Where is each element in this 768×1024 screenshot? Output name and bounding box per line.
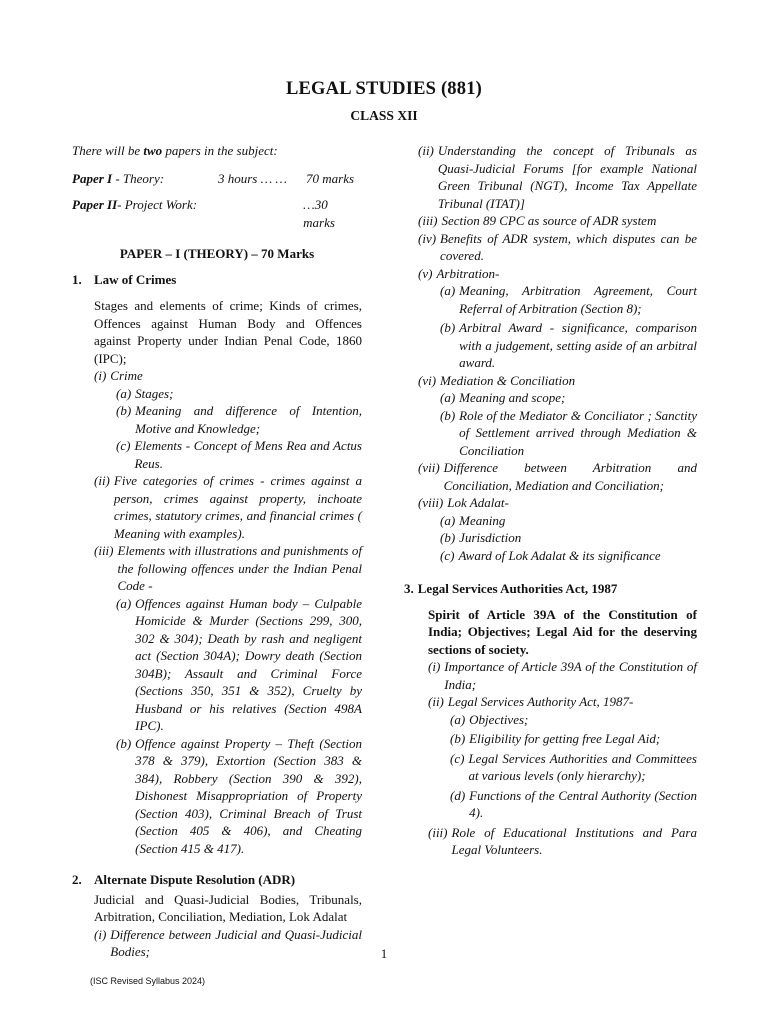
list-item: [116, 735, 362, 858]
list-item: [440, 407, 697, 460]
list-item: [450, 730, 697, 748]
item-text: Meaning: [459, 512, 506, 528]
list-item: [116, 595, 362, 735]
item-label: (vii): [418, 460, 440, 475]
item-text: Meaning, Arbitration Agreement, Court Referral of Arbitration (Section 8);: [459, 283, 697, 316]
item-text: Eligibility for getting free Legal Aid;: [469, 731, 661, 746]
list-item: [94, 472, 362, 542]
item-text: Meaning and difference of Intention, Motive and Knowledge;: [135, 403, 362, 436]
list-item: [418, 142, 697, 212]
item-label: (a): [116, 385, 132, 401]
list-item: [418, 212, 697, 230]
item-text: Offences against Human body – Culpable Homicide & Murder (Sections 299, 300, 302 & 304); Death by rash and negligent act (Section 304A); Dowry death (Section 304B); Assault and Criminal Force (Sections 350, 351 & 352), Cruelty by Husband or his relatives (Section 498A IPC).: [135, 595, 362, 733]
left-column: [72, 142, 362, 961]
item-label: (vi): [418, 372, 437, 388]
item-label: (b): [116, 403, 132, 418]
item-text: Five categories of crimes - crimes against a person, crimes against property, inchoate crimes, statutory crimes, and financial crimes ( Meaning with examples).: [113, 473, 362, 541]
section-2-number: 2.: [72, 872, 82, 887]
item-text: Lok Adalat-: [447, 495, 509, 510]
item-label: (ii): [418, 143, 434, 158]
list-item: [440, 282, 697, 317]
section-1-number: 1.: [72, 271, 82, 287]
item-text: Mediation & Conciliation: [440, 372, 576, 388]
item-text: Stages;: [135, 385, 174, 401]
item-label: (c): [116, 438, 131, 453]
item-label: (b): [440, 407, 456, 423]
list-item: [116, 385, 362, 403]
item-label: (iii): [418, 213, 438, 228]
item-label: (i): [94, 368, 107, 383]
paper-1-marks: 70 marks: [306, 170, 355, 186]
item-label: (a): [116, 595, 132, 611]
paper-2-marks: …30 marks: [303, 197, 335, 230]
list-item: [450, 787, 697, 822]
section-2-title: Alternate Dispute Resolution (ADR): [94, 872, 296, 887]
list-item: [440, 512, 697, 530]
item-text: Crime: [110, 368, 143, 383]
item-text: Section 89 CPC as source of ADR system: [441, 213, 657, 228]
item-label: (ii): [94, 473, 110, 488]
section-2-heading: [72, 871, 362, 889]
list-item: [418, 494, 697, 512]
intro-bold: two: [143, 143, 163, 158]
item-label: (b): [116, 735, 132, 751]
list-item: [440, 389, 697, 407]
paper-row-2: [72, 196, 362, 231]
item-text: Legal Services Authorities and Committees at various levels (only hierarchy);: [468, 750, 697, 783]
item-text: Functions of the Central Authority (Section 4).: [469, 787, 697, 820]
item-label: (iii): [94, 543, 114, 558]
intro-pre: There will be: [72, 143, 144, 158]
list-item: [94, 367, 362, 385]
item-text: Difference between Judicial and Quasi-Judicial Bodies;: [110, 926, 362, 959]
item-text: Understanding the concept of Tribunals as Quasi-Judicial Forums [for example National Green Tribunal (NGT), Income Tax Appellate Tribunal (ITAT)]: [437, 143, 697, 211]
paper-1-label: Paper I: [72, 170, 113, 186]
item-text: Role of the Mediator & Conciliator ; Sanctity of Settlement arrived through Mediation & Conciliation: [459, 407, 697, 458]
paper-row-1: [72, 170, 362, 188]
item-label: (a): [440, 283, 456, 298]
paper-1-name: - Theory:: [112, 170, 165, 186]
list-item: [440, 547, 697, 565]
paper-heading: PAPER – I (THEORY) – 70 Marks: [119, 246, 315, 261]
intro-text: [72, 142, 362, 160]
item-label: (b): [440, 320, 456, 335]
list-item: [94, 542, 362, 595]
section-3-title: Legal Services Authorities Act, 1987: [417, 581, 618, 596]
intro-post: papers in the subject:: [162, 143, 278, 158]
item-label: (b): [440, 530, 456, 545]
list-item: [428, 824, 697, 859]
paper-2-label: Paper II: [72, 197, 118, 212]
list-item: [418, 372, 697, 390]
section-1-title: Law of Crimes: [94, 271, 177, 287]
list-item: [440, 529, 697, 547]
item-label: (c): [450, 750, 465, 766]
section-1-heading: [72, 271, 362, 289]
list-item: [428, 693, 697, 711]
item-text: Meaning and scope;: [459, 390, 566, 405]
item-label: (a): [450, 711, 466, 727]
item-label: (viii): [418, 495, 444, 510]
right-column: [404, 142, 697, 859]
item-text: Award of Lok Adalat & its significance: [458, 547, 661, 563]
item-label: (i): [428, 659, 441, 674]
item-text: Arbitration-: [436, 265, 500, 281]
list-item: [440, 319, 697, 372]
paper-2-name: - Project Work:: [117, 197, 198, 212]
item-text: Benefits of ADR system, which disputes can be covered.: [440, 230, 697, 263]
section-3-heading: [404, 580, 697, 598]
item-text: Importance of Article 39A of the Constitution of India;: [444, 659, 697, 692]
list-item: [418, 265, 697, 283]
page-number: 1: [380, 946, 388, 961]
section-2-description: Judicial and Quasi-Judicial Bodies, Tribunals, Arbitration, Conciliation, Mediation, Lok Adalat: [94, 891, 362, 924]
list-item: [116, 402, 362, 437]
item-label: (v): [418, 265, 433, 281]
item-text: Role of Educational Institutions and Para Legal Volunteers.: [451, 824, 697, 857]
item-text: Difference between Arbitration and Conciliation, Mediation and Conciliation;: [443, 460, 697, 493]
document-subtitle: CLASS XII: [350, 108, 418, 123]
item-text: Arbitral Award - significance, comparison with a judgement, setting aside of an arbitral award.: [459, 320, 697, 370]
item-text: Elements - Concept of Mens Rea and Actus Reus.: [134, 438, 362, 471]
list-item: [418, 459, 697, 494]
item-label: (i): [94, 926, 107, 942]
item-text: Jurisdiction: [459, 530, 522, 545]
item-label: (d): [450, 787, 466, 803]
paper-1-time: 3 hours … …: [218, 170, 287, 186]
item-label: (iv): [418, 230, 437, 246]
list-item: [418, 230, 697, 265]
section-3-description: Spirit of Article 39A of the Constitution of India; Objectives; Legal Aid for the deserving sections of society.: [428, 606, 697, 657]
section-3-number: 3.: [404, 581, 414, 596]
item-label: (b): [450, 731, 466, 746]
document-title: LEGAL STUDIES (881): [285, 79, 483, 99]
section-1-description: Stages and elements of crime; Kinds of crimes, Offences against Human Body and Offences against Property under Indian Penal Code, 1860 (IPC);: [94, 298, 362, 366]
section-1-body: [94, 297, 362, 857]
list-item: [450, 711, 697, 729]
item-text: Legal Services Authority Act, 1987-: [447, 694, 634, 709]
item-label: (c): [440, 547, 455, 563]
item-label: (iii): [428, 824, 448, 840]
list-item: [428, 658, 697, 693]
paper-2-time: [216, 196, 303, 231]
item-text: Offence against Property – Theft (Section 378 & 379), Extortion (Section 383 & 384), Robbery (Section 390 & 392), Dishonest Misappropriation of Property (Section 403), Criminal Breach of Trust (Section 405 & 406), and Cheating (Section 415 & 417).: [135, 735, 362, 856]
item-label: (ii): [428, 694, 444, 709]
item-text: Objectives;: [469, 711, 529, 727]
item-label: (a): [440, 512, 456, 528]
footer-text: (ISC Revised Syllabus 2024): [90, 976, 206, 986]
list-item: [450, 750, 697, 785]
item-text: Elements with illustrations and punishments of the following offences under the Indian Penal Code -: [117, 543, 362, 593]
list-item: [116, 437, 362, 472]
item-label: (a): [440, 390, 456, 405]
